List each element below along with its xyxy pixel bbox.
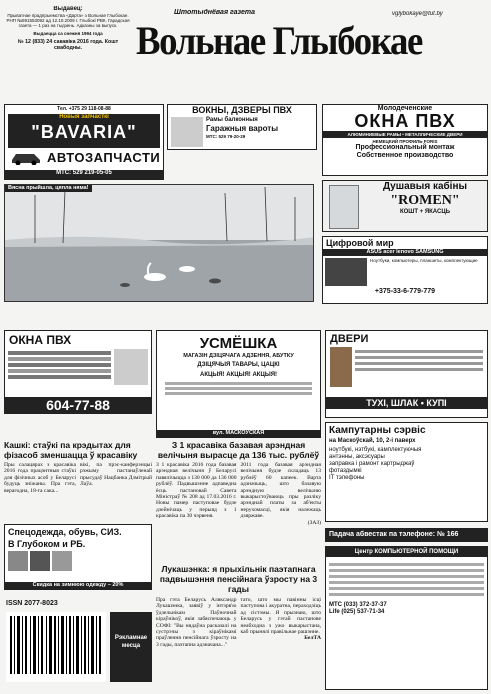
shoes-title: Спецодежда, обувь, СИЗ. — [8, 527, 122, 537]
shower-image — [329, 185, 359, 229]
article-center-body2: 2011 года базавая арэндная велічыня будзе складаць 13 рублёў 60 капеек. Варта адзначыць, што базавую арэндную велічыню выкарыстоўваюць пры разліку арэнднай платы за аб'екты нерухомасці, якія належаць дзяржаве. — [240, 462, 321, 520]
barcode — [6, 612, 106, 682]
article-bottom-headline: Лукашэнка: я прыхільнік паэтапнага падвышэння пенсійнага ўзросту на 3 гады — [159, 564, 318, 594]
shower-line2: КОШТ + ЯКАСЦЬ — [399, 209, 451, 215]
computer-service-list — [326, 445, 487, 484]
article-bottom-body2: тато, што мы павінны ісці паступова і акуратна, пераходзіць ад сістэмы. Я прызнаю, што Беларусь у гэтай пастанове неабходна з ужо выкарыстана, каб прынялі правільнае рашэнне. — [240, 597, 321, 636]
article-bottom-source: БелТА — [304, 635, 321, 642]
shower-line1: Душавыя кабіны — [382, 181, 468, 192]
computer-service-line1: на Маскоўскай, 10, 2-і паверх — [329, 438, 416, 444]
car-icon — [9, 149, 43, 165]
usmeshka-line1: МАГАЗІН ДЗІЦЯЧАГА АДЗЕННЯ, АБУТКУ — [183, 353, 294, 359]
okna-top-line1: АЛЮМИНИЕВЫЕ РАМЫ • МЕТАЛЛИЧЕСКИЕ ДВЕРИ — [323, 131, 487, 138]
computer-center-phone2: Life (025) 537-71-34 — [329, 609, 385, 615]
okna-left-title: ОКНА ПВХ — [9, 333, 72, 347]
article-center-headline: З 1 красавіка базавая арэндная велічыня вырасце да 136 тыс. рублёў — [157, 440, 320, 460]
digital-world-ad[interactable] — [322, 236, 488, 304]
bavaria-brand: "BAVARIA" — [31, 122, 137, 142]
computer-center-ad[interactable] — [325, 546, 488, 690]
usmeshka-line2: ДЗІЦЯЧЫЯ ТАВАРЫ, ЦАЦКІ — [197, 362, 280, 369]
okna-pvh-left-ad[interactable] — [4, 330, 152, 414]
publisher-heading: Выдавец: — [53, 6, 83, 12]
windows-doors-ad[interactable] — [167, 104, 317, 150]
usmeshka-title: УСМЁШКА — [199, 335, 278, 352]
computer-center-phone: МТС (033) 372-37-37 — [329, 602, 387, 608]
ads-phone-bar: Падача абвестак па тэлефоне: № 166 — [325, 528, 488, 542]
issue-info: № 12 (833) 24 сакавіка 2016 года. Кошт свабодны. — [17, 38, 119, 51]
windows-doors-phone: МТС: 529 79-20-29 — [206, 134, 246, 139]
article-bottom — [156, 564, 321, 690]
article-center-body1: З 1 красавіка 2016 года базавая арэндная велічыня ў Беларусі павялічыцца з 130 000 да 136 000 рублёў. Падвышэнне адпаведна ёсць пастановай Савета Міністраў № 208 ад 17.03.2016 г. Новы памер паступовае будзе дзейнічаць у перыяд з 1 красавіка па 30 чэрвеня. — [156, 462, 237, 520]
windows-doors-line2: Гаражныя вароты — [206, 124, 279, 133]
digital-phone: +375-33-6-779-779 — [374, 288, 436, 296]
doors-right-ad[interactable] — [325, 330, 488, 418]
usmeshka-footer: вул. МАСКОЎСКАЯ — [157, 430, 320, 437]
digital-line: Ноутбуки, компьютеры, планшеты, комплектующие — [370, 258, 478, 264]
bavaria-line2: АВТОЗАПЧАСТИ — [47, 149, 161, 165]
laptop-image — [325, 258, 367, 286]
publisher-info — [4, 6, 132, 98]
windows-doors-title: ВОКНЫ, ДЗВЕРЫ ПВХ — [192, 105, 292, 115]
okna-top-title: ОКНА ПВХ — [354, 111, 456, 131]
publisher-text: Прыватнае прадпрыемства «Дарта» з Вольнае Глыбокае. РНП №591553092 ад 12.10.2009 г. Глыбокі РВК. Гарадская газета — 1 раз на тыдзень. Адказны за выпуск. — [6, 13, 130, 29]
article-center — [156, 440, 321, 560]
window-image-2 — [114, 349, 148, 385]
computer-center-title: Центр КОМПЬЮТЕРНОЙ ПОМОЩИ — [326, 547, 487, 557]
article-left-body: Пры салацярах з красавіка 2016 года працэнтныя стаўкі для фізічных асоб у Беларусі будуць зніжаны. Пра гэта, верагодна, 18-га сака... — [4, 462, 76, 494]
weekly-label: Штотыднёвая газета — [174, 9, 256, 16]
computer-service-title: Кампутарны сэрвіс — [329, 425, 426, 436]
doors-right-title: ДВЕРИ — [330, 333, 369, 345]
bavaria-ad[interactable] — [4, 104, 164, 180]
shower-ad[interactable] — [322, 180, 488, 232]
computer-service-item: ноутбукі, нэтбукі, камплектуючыя — [329, 447, 422, 453]
swans-photo — [4, 184, 314, 302]
digital-title: Цифровой мир — [326, 238, 394, 248]
issn: ISSN 2077-8023 — [6, 600, 58, 607]
article-left-body2: вікі, па прэс-канферэнцыі рэжыму пастанаўленай прысудаў Нацбанка Дзмітрый Лаўа. — [80, 462, 152, 488]
computer-service-item: заправка і рамонт картрыджаў — [329, 461, 415, 467]
computer-service-item: ІТ тэлефоны — [329, 475, 365, 481]
article-center-source: (ЗАЗ) — [307, 519, 321, 526]
computer-service-ad[interactable] — [325, 422, 488, 522]
article-bottom-body: Пра гэта Беларусь Аляксандр Лукашэнка, заявіў у інтэрв'ю ўдзельнікам Паўночнай кіраўнікоў, якія забяспечаюць у СОФІ: "Вы нядаўна расказалі на сустрэчы з кіраўнікамі праўлення пенсійнага ўзросту на 3 гады, паэтапна адзначана..." — [156, 597, 237, 648]
bavaria-line1: Новыя запчасткі — [59, 114, 109, 120]
okna-pvh-top-ad[interactable] — [322, 104, 488, 176]
okna-top-line3: Профессиональный монтаж — [355, 144, 455, 152]
bavaria-phone-bottom: МТС: 529 219-05-05 — [5, 170, 163, 179]
schedule-text: Выдаецца са снежня 1994 года — [33, 30, 103, 36]
article-left — [4, 440, 152, 520]
doors-right-line: ТУХІ, ШЛАК • КУПІ — [326, 397, 487, 409]
window-image — [171, 117, 203, 147]
windows-doors-line1: Рамы балконныя — [206, 117, 258, 123]
photo-caption: Вясна прыйшла, цяпла няма! — [5, 185, 92, 192]
okna-top-line4: Собственное производство — [356, 152, 454, 160]
shoes-ad[interactable] — [4, 524, 152, 590]
digital-brands: ASUS acer lenovo SAMSUNG — [323, 249, 487, 256]
computer-service-item: фотаздымкі — [329, 468, 362, 474]
shoes-subtitle: В Глубоком и РБ. — [8, 539, 86, 549]
usmeshka-ad[interactable] — [156, 330, 321, 438]
shoes-bottom: Скидка на зимнюю одежду – 20% — [5, 582, 151, 589]
price-box: Рэкламнае месца — [110, 612, 152, 682]
usmeshka-line3: АКЦЫЯ! АКЦЫЯ! АКЦЫЯ! — [199, 372, 278, 379]
okna-top-line2: НЕМЕЦКИЙ ПРОФИЛЬ FORIS — [372, 139, 438, 145]
email[interactable]: vglybokaye@tut.by — [392, 11, 443, 17]
bavaria-phone-top: Тел. +375 29 118-08-88 — [57, 106, 111, 112]
computer-service-item: антэнны, аксэсуары — [329, 454, 385, 460]
newspaper-title: Вольнае Глыбокае — [136, 18, 422, 63]
shower-brand: "ROMEN" — [390, 193, 460, 208]
okna-left-phone: 604-77-88 — [5, 397, 151, 413]
article-left-headline: Кашкі: стаўкі па крэдытах для фізасоб зменшацца ў красавіку — [4, 440, 138, 460]
okna-top-small-title: Молодеченские — [377, 105, 433, 112]
